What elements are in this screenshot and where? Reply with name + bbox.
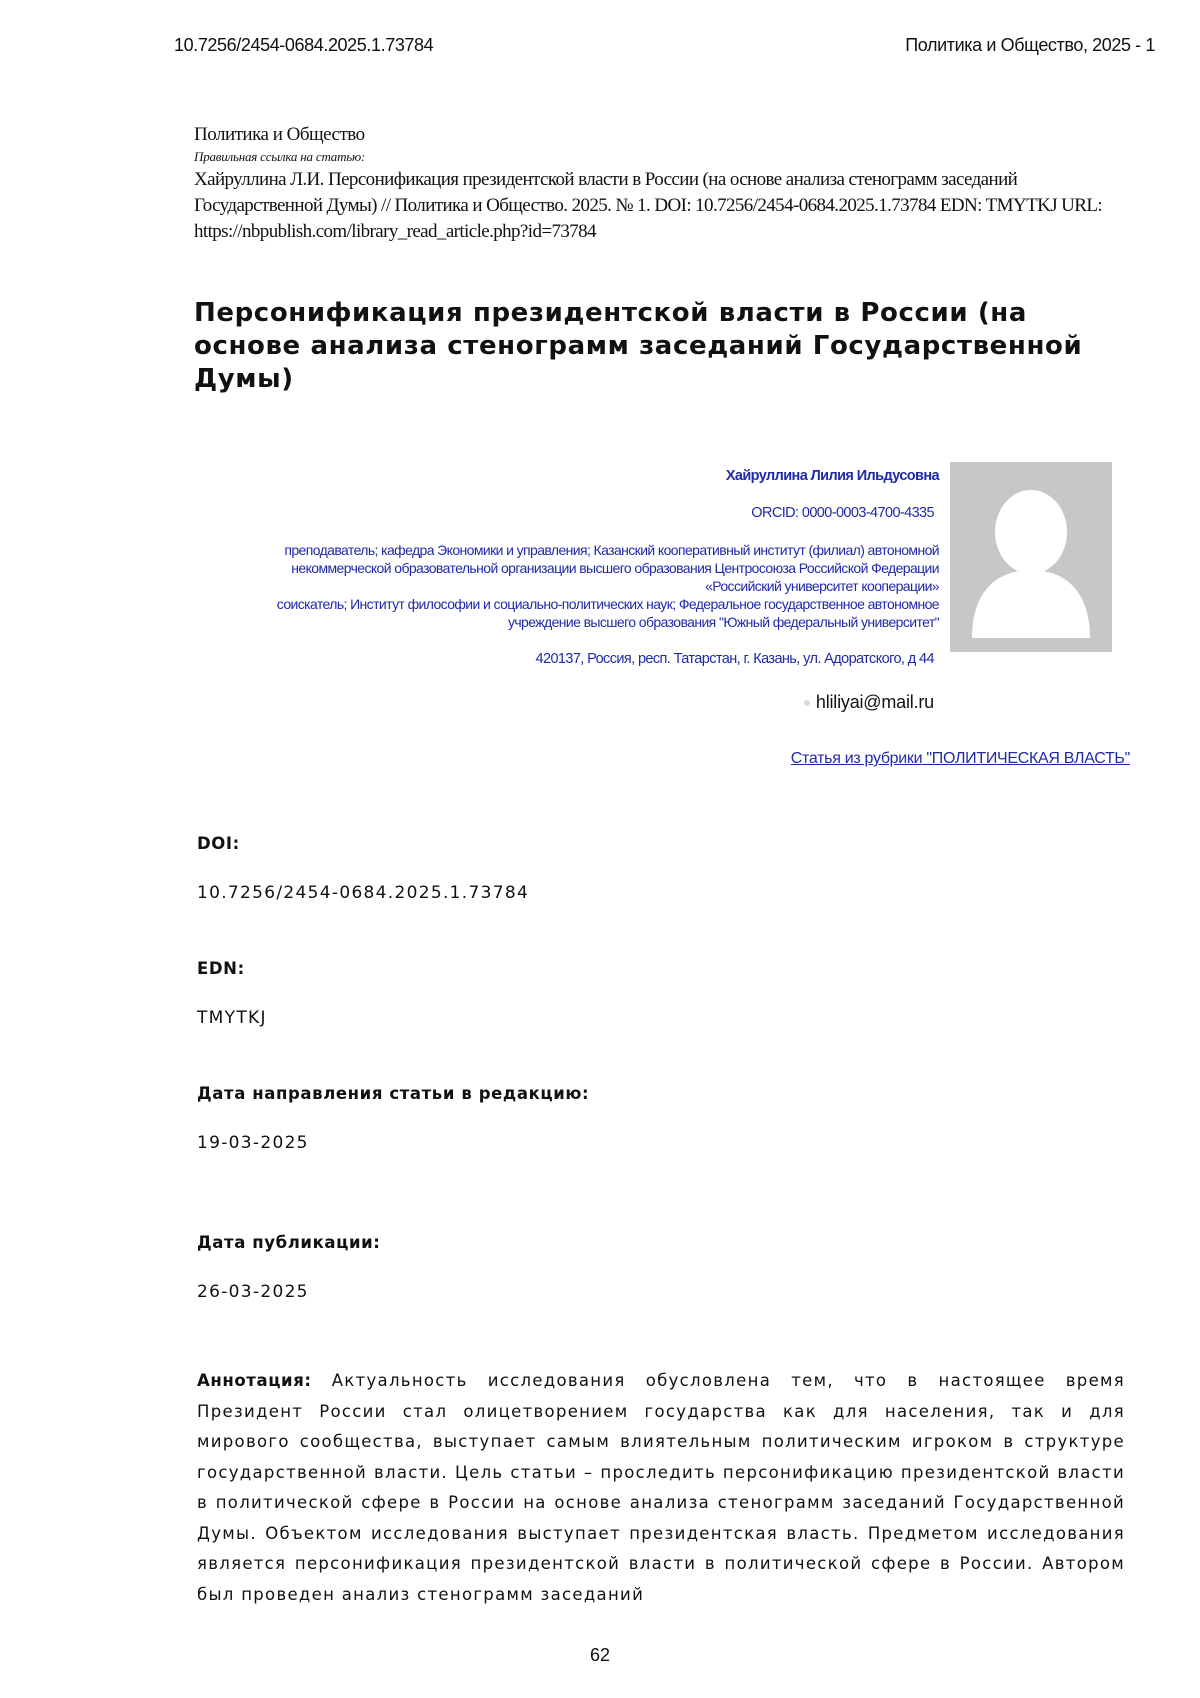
author-affiliation-1: преподаватель; кафедра Экономики и управления; Казанский кооперативный институт (филиал) автономной некоммерческой образовательной организации высшего образования Центросоюза Российской Федерации «Российский университет кооперации» xyxy=(219,541,939,595)
rubric-link[interactable]: Статья из рубрики "ПОЛИТИЧЕСКАЯ ВЛАСТЬ" xyxy=(791,750,1130,768)
page-number: 62 xyxy=(0,1645,1200,1666)
abstract xyxy=(197,1366,1125,1610)
author-orcid: ORCID: 0000-0003-4700-4335 xyxy=(214,505,934,521)
author-address: 420137, Россия, респ. Татарстан, г. Казань, ул. Адоратского, д 44 xyxy=(214,651,934,667)
edn-label: EDN: xyxy=(197,959,245,978)
author-name: Хайруллина Лилия Ильдусовна xyxy=(219,468,939,484)
published-date-value: 26-03-2025 xyxy=(197,1282,309,1302)
author-email-text: hliliyai@mail.ru xyxy=(816,692,934,712)
doi-label: DOI: xyxy=(197,834,240,853)
citation-text: Хайруллина Л.И. Персонификация президентской власти в России (на основе анализа стенограмм заседаний Государственной Думы) // Политика и Общество. 2025. № 1. DOI: 10.7256/2454-0684.2025.1.73784 EDN: TMYTKJ URL: https://nbpublish.com/library_read_article.php?id=73784 xyxy=(194,167,1124,245)
author-photo-placeholder xyxy=(950,462,1112,652)
abstract-label: Аннотация: xyxy=(197,1371,312,1390)
submitted-date-value: 19-03-2025 xyxy=(197,1133,309,1153)
article-title: Персонификация президентской власти в России (на основе анализа стенограмм заседаний Государственной Думы) xyxy=(194,297,1114,396)
header-journal-issue: Политика и Общество, 2025 - 1 xyxy=(905,35,1155,56)
author-affiliation-2: соискатель; Институт философии и социально-политических наук; Федеральное государственное автономное учреждение высшего образования "Южный федеральный университет" xyxy=(219,595,939,631)
author-affiliations xyxy=(219,541,939,631)
published-date-label: Дата публикации: xyxy=(197,1233,380,1252)
citation-journal: Политика и Общество xyxy=(194,124,1124,146)
header-doi: 10.7256/2454-0684.2025.1.73784 xyxy=(174,35,433,56)
email-icon xyxy=(804,700,810,706)
avatar-silhouette-icon xyxy=(950,462,1112,652)
abstract-text: Актуальность исследования обусловлена тем, что в настоящее время Президент России стал олицетворением государства как для населения, так и для мирового сообщества, выступает самым влиятельным политическим игроком в структуре государственной власти. Цель статьи – проследить персонификацию президентской власти в политической сфере в России на основе анализа стенограмм заседаний Государственной Думы. Объектом исследования выступает президентская власть. Предметом исследования является персонификация президентской власти в политической сфере в России. Автором был проведен анализ стенограмм заседаний xyxy=(197,1371,1125,1604)
submitted-date-label: Дата направления статьи в редакцию: xyxy=(197,1084,589,1103)
citation-label: Правильная ссылка на статью: xyxy=(194,149,1124,165)
doi-value: 10.7256/2454-0684.2025.1.73784 xyxy=(197,883,529,903)
author-email xyxy=(804,692,934,713)
edn-value: TMYTKJ xyxy=(197,1008,267,1028)
